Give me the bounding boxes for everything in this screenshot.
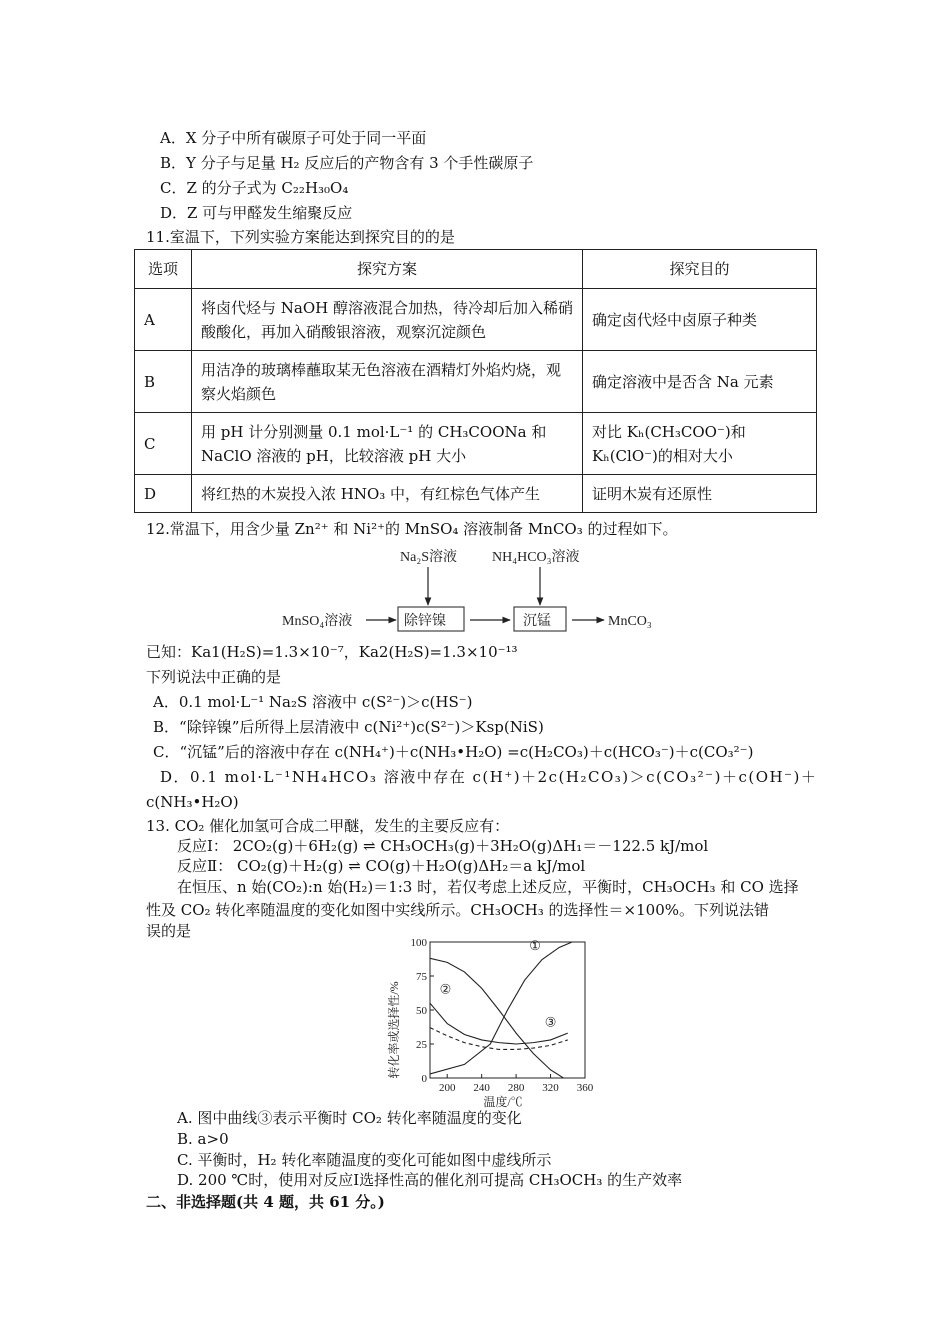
series-line-dashed	[430, 1028, 568, 1050]
table-row	[135, 351, 817, 413]
q13-option-a: A. 图中曲线③表示平衡时 CO₂ 转化率随温度的变化	[177, 1109, 522, 1127]
curve-label: ②	[439, 982, 452, 998]
y-tick-label: 75	[416, 971, 427, 983]
table-header: 探究目的	[583, 250, 817, 289]
q13-stem: 13. CO₂ 催化加氢可合成二甲醚，发生的主要反应有：	[146, 817, 510, 835]
y-tick-label: 50	[416, 1005, 427, 1017]
table-cell-plan: 将卤代烃与 NaOH 醇溶液混合加热，待冷却后加入稀硝酸酸化，再加入硝酸银溶液，观察沉淀颜色	[192, 289, 583, 351]
q10-option-a: A．X 分子中所有碳原子可处于同一平面	[160, 129, 427, 147]
flow-reagent-1: Na₂S溶液	[400, 550, 457, 565]
table-cell-goal: 确定卤代烃中卤原子种类	[583, 289, 817, 351]
q13-reaction-1: 反应Ⅰ： 2CO₂(g)＋6H₂(g) ⇌ CH₃OCH₃(g)＋3H₂O(g)ΔH₁＝－122.5 kJ/mol	[177, 837, 709, 855]
section-2-heading: 二、非选择题(共 4 题，共 61 分。)	[146, 1193, 385, 1211]
y-tick-label: 25	[416, 1039, 427, 1051]
flow-step-1: 除锌镍	[404, 614, 446, 629]
q12-option-d-cont: c(NH₃•H₂O)	[146, 793, 239, 811]
table-row	[135, 413, 817, 475]
chart-xlabel: 温度/℃	[483, 1095, 523, 1109]
q13-option-d: D. 200 ℃时，使用对反应Ⅰ选择性高的催化剂可提高 CH₃OCH₃ 的生产效率	[177, 1171, 683, 1189]
curve-label: ③	[544, 1015, 557, 1031]
q13-option-b: B. a>0	[177, 1130, 229, 1148]
q11-table	[134, 249, 817, 513]
flow-start: MnSO₄溶液	[282, 614, 353, 629]
q10-option-d: D．Z 可与甲醛发生缩聚反应	[160, 204, 353, 222]
table-cell-goal: 确定溶液中是否含 Na 元素	[583, 351, 817, 413]
q12-option-c: C．“沉锰”后的溶液中存在 c(NH₄⁺)＋c(NH₃•H₂O) =c(H₂CO₃)＋c(HCO₃⁻)＋c(CO₃²⁻)	[153, 743, 754, 761]
q13-desc-2: 性及 CO₂ 转化率随温度的变化如图中实线所示。CH₃OCH₃ 的选择性＝×100%。下列说法错	[146, 901, 769, 919]
table-header-row	[135, 250, 817, 289]
q12-option-d: D．0.1 mol·L⁻¹NH₄HCO₃ 溶液中存在 c(H⁺)＋2c(H₂CO₃)＞c(CO₃²⁻)＋c(OH⁻)＋	[160, 768, 818, 786]
q13-desc-3: 误的是	[146, 922, 192, 940]
q13-option-c: C. 平衡时，H₂ 转化率随温度的变化可能如图中虚线所示	[177, 1151, 552, 1169]
q12-option-b: B．“除锌镍”后所得上层清液中 c(Ni²⁺)c(S²⁻)＞Ksp(NiS)	[153, 718, 544, 736]
table-cell-plan: 将红热的木炭投入浓 HNO₃ 中，有红棕色气体产生	[192, 475, 583, 513]
q10-option-c: C．Z 的分子式为 C₂₂H₃₀O₄	[160, 179, 349, 197]
table-cell-plan: 用 pH 计分别测量 0.1 mol·L⁻¹ 的 CH₃COONa 和 NaClO 溶液的 pH，比较溶液 pH 大小	[192, 413, 583, 475]
process-flow-diagram	[270, 545, 690, 635]
table-row	[135, 475, 817, 513]
table-cell-option: D	[135, 475, 192, 513]
x-tick-label: 320	[542, 1082, 559, 1094]
flow-step-2: 沉锰	[523, 614, 551, 629]
table-cell-option: B	[135, 351, 192, 413]
x-tick-label: 200	[438, 1082, 456, 1094]
q11-stem: 11.室温下，下列实验方案能达到探究目的的是	[146, 228, 455, 246]
table-row	[135, 289, 817, 351]
curve-label: ①	[529, 939, 541, 955]
q12-option-a: A．0.1 mol·L⁻¹ Na₂S 溶液中 c(S²⁻)＞c(HS⁻)	[153, 693, 473, 711]
table-cell-option: A	[135, 289, 192, 351]
series-line-curve-1	[430, 942, 572, 1074]
x-tick-label: 240	[473, 1082, 490, 1094]
chart-ylabel: 转化率或选择性/%	[387, 981, 401, 1079]
flow-reagent-2: NH₄HCO₃溶液	[492, 550, 580, 565]
conversion-selectivity-chart	[380, 930, 610, 1110]
q13-desc-1: 在恒压、n 始(CO₂):n 始(H₂)＝1:3 时，若仅考虑上述反应，平衡时，CH₃OCH₃ 和 CO 选择	[177, 878, 799, 896]
table-cell-goal: 对比 Kₕ(CH₃COO⁻)和 Kₕ(ClO⁻)的相对大小	[583, 413, 817, 475]
q12-stem: 12.常温下，用含少量 Zn²⁺ 和 Ni²⁺的 MnSO₄ 溶液制备 MnCO₃ 的过程如下。	[146, 520, 678, 538]
y-tick-label: 100	[410, 937, 427, 949]
flow-product: MnCO₃	[608, 614, 652, 629]
table-header: 探究方案	[192, 250, 583, 289]
table-cell-option: C	[135, 413, 192, 475]
x-tick-label: 360	[576, 1082, 594, 1094]
table-header: 选项	[135, 250, 192, 289]
q13-reaction-2: 反应Ⅱ： CO₂(g)＋H₂(g) ⇌ CO(g)＋H₂O(g)ΔH₂＝a kJ/mol	[177, 857, 586, 875]
q12-known: 已知：Ka1(H₂S)=1.3×10⁻⁷，Ka2(H₂S)=1.3×10⁻¹³	[146, 643, 518, 661]
y-tick-label: 0	[421, 1073, 427, 1085]
q12-prompt: 下列说法中正确的是	[146, 668, 282, 686]
table-cell-plan: 用洁净的玻璃棒蘸取某无色溶液在酒精灯外焰灼烧，观察火焰颜色	[192, 351, 583, 413]
table-cell-goal: 证明木炭有还原性	[583, 475, 817, 513]
x-tick-label: 280	[507, 1082, 525, 1094]
q10-option-b: B．Y 分子与足量 H₂ 反应后的产物含有 3 个手性碳原子	[160, 154, 534, 172]
